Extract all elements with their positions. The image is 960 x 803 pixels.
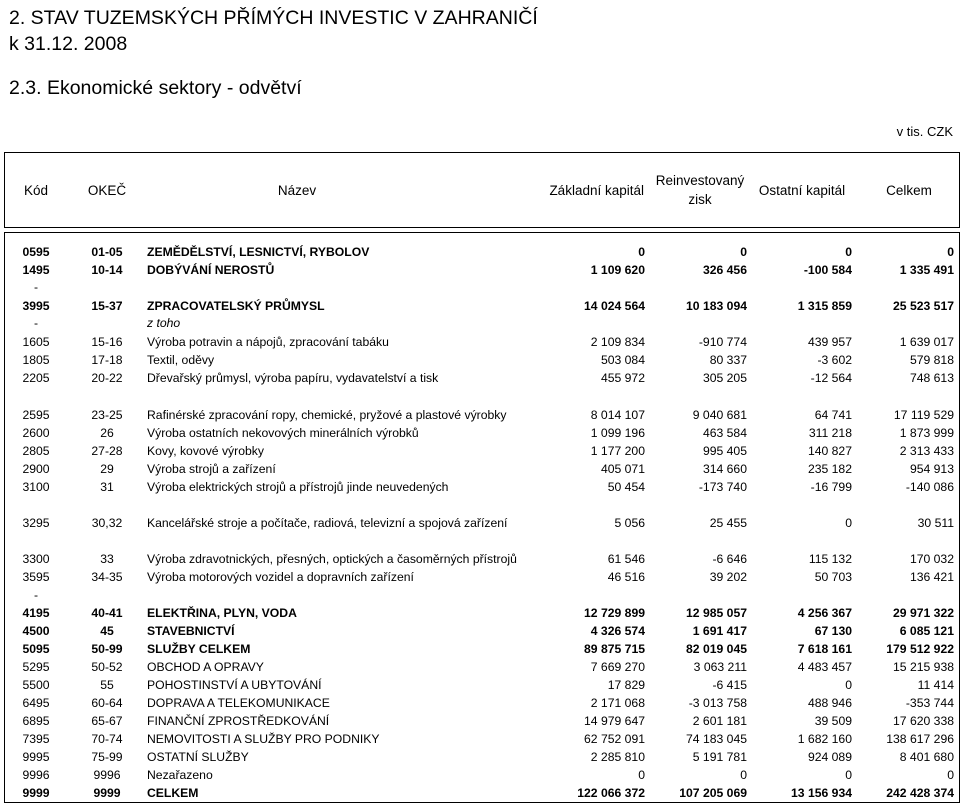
cell-reinvestovany-zisk: 305 205: [702, 371, 747, 385]
cell-kod: 1805: [22, 353, 50, 367]
cell-nazev: NEMOVITOSTI A SLUŽBY PRO PODNIKY: [147, 731, 380, 746]
cell-reinvestovany-zisk: 995 405: [702, 444, 747, 458]
cell-celkem: 15 215 938: [893, 660, 954, 674]
cell-okec: 01-05: [91, 245, 123, 259]
cell-reinvestovany-zisk: 74 183 045: [686, 732, 747, 746]
cell-reinvestovany-zisk: 463 584: [702, 426, 747, 440]
cell-zakladni-kapital: 122 066 372: [577, 786, 645, 800]
cell-kod: 6495: [22, 696, 50, 710]
cell-reinvestovany-zisk: 39 202: [709, 570, 747, 584]
cell-zakladni-kapital: 1 099 196: [590, 426, 645, 440]
cell-nazev: STAVEBNICTVÍ: [147, 623, 235, 638]
cell-nazev: ELEKTŘINA, PLYN, VODA: [147, 605, 297, 620]
cell-ostatni-kapital: 924 089: [807, 750, 852, 764]
table-row: [5, 315, 959, 332]
cell-okec: 60-64: [91, 696, 123, 710]
cell-celkem: 11 414: [917, 678, 954, 692]
cell-okec: 40-41: [91, 606, 123, 620]
table-row: [5, 658, 959, 676]
cell-ostatni-kapital: 1 315 859: [797, 299, 852, 313]
cell-zakladni-kapital: 17 829: [607, 678, 645, 692]
table-row: [5, 568, 959, 586]
cell-kod: 9996: [22, 768, 50, 782]
cell-okec: 31: [100, 480, 114, 494]
page-title-line1: 2. STAV TUZEMSKÝCH PŘÍMÝCH INVESTIC V ZAHRANIČÍ: [9, 7, 538, 29]
cell-reinvestovany-zisk: 314 660: [702, 462, 747, 476]
cell-ostatni-kapital: 0: [845, 768, 852, 782]
table-row: [5, 442, 959, 460]
cell-kod: 1605: [22, 335, 50, 349]
cell-celkem: 30 511: [917, 516, 954, 530]
cell-zakladni-kapital: 5 056: [614, 516, 645, 530]
cell-ostatni-kapital: 488 946: [807, 696, 852, 710]
cell-kod: 2600: [22, 426, 50, 440]
cell-nazev: FINANČNÍ ZPROSTŘEDKOVÁNÍ: [147, 713, 330, 728]
cell-okec: 9996: [93, 768, 121, 782]
table-row: [5, 332, 959, 351]
cell-ostatni-kapital: 13 156 934: [791, 786, 852, 800]
cell-ostatni-kapital: 7 618 161: [797, 642, 852, 656]
page-title-line2: k 31.12. 2008: [9, 33, 128, 55]
cell-zakladni-kapital: 0: [638, 245, 645, 259]
cell-zakladni-kapital: 14 979 647: [584, 714, 645, 728]
cell-reinvestovany-zisk: -910 774: [698, 335, 747, 349]
cell-nazev: Dřevařský průmysl, výroba papíru, vydavatelství a tisk: [147, 370, 439, 385]
cell-okec: 55: [100, 678, 114, 692]
cell-ostatni-kapital: -100 584: [803, 263, 852, 277]
cell-ostatni-kapital: 235 182: [807, 462, 852, 476]
table-row: [5, 604, 959, 622]
cell-kod: 5095: [22, 642, 50, 656]
cell-nazev: OSTATNÍ SLUŽBY: [147, 749, 249, 764]
cell-celkem: 25 523 517: [893, 299, 954, 313]
table-row: [5, 243, 959, 261]
cell-zakladni-kapital: 2 171 068: [590, 696, 645, 710]
cell-okec: 27-28: [91, 444, 123, 458]
cell-reinvestovany-zisk: 9 040 681: [692, 408, 747, 422]
cell-kod: 3995: [22, 299, 50, 313]
cell-okec: 70-74: [91, 732, 123, 746]
cell-nazev: Výroba motorových vozidel a dopravních zařízení: [147, 569, 414, 584]
cell-reinvestovany-zisk: 12 985 057: [686, 606, 747, 620]
cell-reinvestovany-zisk: 82 019 045: [686, 642, 747, 656]
cell-zakladni-kapital: 1 109 620: [590, 263, 645, 277]
table-row: [5, 460, 959, 478]
cell-zakladni-kapital: 8 014 107: [590, 408, 645, 422]
header-zakladni-kapital: Základní kapitál: [549, 182, 644, 198]
cell-ostatni-kapital: 64 741: [814, 408, 852, 422]
header-nazev: Název: [277, 182, 317, 198]
cell-kod: 2805: [22, 444, 50, 458]
cell-nazev: OBCHOD A OPRAVY: [147, 659, 264, 674]
table-row: [5, 351, 959, 369]
cell-kod: 4500: [22, 624, 50, 638]
cell-nazev: Kancelářské stroje a počítače, radiová, televizní a spojová zařízení: [147, 515, 508, 530]
cell-kod: 4195: [22, 606, 50, 620]
cell-zakladni-kapital: 50 454: [607, 480, 645, 494]
table-row: [5, 532, 959, 568]
cell-reinvestovany-zisk: -3 013 758: [688, 696, 747, 710]
section-subtitle: 2.3. Ekonomické sektory - odvětví: [9, 77, 302, 99]
cell-zakladni-kapital: 2 109 834: [590, 335, 645, 349]
cell-kod: 5500: [22, 678, 50, 692]
table-row: [5, 712, 959, 730]
header-okec: OKEČ: [87, 182, 127, 198]
table-row: [5, 676, 959, 694]
cell-okec: 20-22: [91, 371, 123, 385]
table-header: [4, 152, 960, 228]
cell-celkem: 579 818: [909, 353, 954, 367]
cell-ostatni-kapital: 439 957: [807, 335, 852, 349]
cell-nazev: ZEMĚDĚLSTVÍ, LESNICTVÍ, RYBOLOV: [147, 244, 370, 259]
cell-okec: 75-99: [91, 750, 123, 764]
cell-celkem: 0: [947, 245, 954, 259]
cell-celkem: 17 119 529: [893, 408, 954, 422]
cell-zakladni-kapital: 0: [638, 768, 645, 782]
cell-reinvestovany-zisk: 80 337: [709, 353, 747, 367]
cell-nazev: Nezařazeno: [147, 767, 213, 782]
cell-celkem: -140 086: [905, 480, 954, 494]
cell-ostatni-kapital: 39 509: [814, 714, 852, 728]
cell-reinvestovany-zisk: -6 415: [712, 678, 747, 692]
table-row: [5, 730, 959, 748]
cell-zakladni-kapital: 405 071: [600, 462, 645, 476]
cell-celkem: 29 971 322: [893, 606, 954, 620]
header-kod: Kód: [23, 182, 49, 198]
cell-celkem: 8 401 680: [899, 750, 954, 764]
cell-zakladni-kapital: 62 752 091: [584, 732, 645, 746]
cell-celkem: 1 639 017: [899, 335, 954, 349]
cell-nazev: Kovy, kovové výrobky: [147, 443, 264, 458]
table-row: [5, 387, 959, 424]
cell-ostatni-kapital: 67 130: [814, 624, 852, 638]
cell-celkem: 1 335 491: [899, 263, 954, 277]
cell-reinvestovany-zisk: 107 205 069: [679, 786, 747, 800]
cell-reinvestovany-zisk: 10 183 094: [686, 299, 747, 313]
cell-nazev: DOBÝVÁNÍ NEROSTŮ: [147, 262, 275, 277]
cell-nazev: Textil, oděvy: [147, 352, 215, 367]
cell-nazev: SLUŽBY CELKEM: [147, 641, 251, 656]
table-row: [5, 296, 959, 315]
cell-zakladni-kapital: 46 516: [607, 570, 645, 584]
cell-nazev: CELKEM: [147, 785, 199, 800]
cell-celkem: 242 428 374: [886, 786, 954, 800]
cell-ostatni-kapital: 115 132: [808, 552, 852, 566]
cell-okec: 33: [100, 552, 114, 566]
cell-celkem: 0: [947, 768, 954, 782]
cell-okec: 15-37: [91, 299, 123, 313]
table-row: [5, 496, 959, 532]
table-row: [5, 478, 959, 496]
cell-kod: 2205: [22, 371, 50, 385]
cell-kod: 0595: [22, 245, 50, 259]
cell-kod: 7395: [22, 732, 50, 746]
cell-ostatni-kapital: 4 256 367: [797, 606, 852, 620]
cell-okec: 50-52: [91, 660, 123, 674]
cell-reinvestovany-zisk: 25 455: [709, 516, 747, 530]
cell-zakladni-kapital: 61 546: [607, 552, 645, 566]
cell-okec: 45: [100, 624, 114, 638]
table-row: [5, 424, 959, 442]
cell-nazev: ZPRACOVATELSKÝ PRŮMYSL: [147, 298, 325, 313]
cell-zakladni-kapital: 4 326 574: [590, 624, 645, 638]
cell-reinvestovany-zisk: -173 740: [698, 480, 747, 494]
cell-reinvestovany-zisk: 2 601 181: [692, 714, 747, 728]
cell-reinvestovany-zisk: -6 646: [712, 552, 747, 566]
cell-ostatni-kapital: 0: [845, 245, 852, 259]
cell-zakladni-kapital: 2 285 810: [590, 750, 645, 764]
cell-nazev: Výroba elektrických strojů a přístrojů jinde neuvedených: [147, 479, 449, 494]
unit-label: v tis. CZK: [896, 124, 953, 139]
cell-zakladni-kapital: 12 729 899: [584, 606, 645, 620]
cell-reinvestovany-zisk: 3 063 211: [693, 660, 747, 674]
cell-okec: 26: [100, 426, 114, 440]
cell-reinvestovany-zisk: 0: [740, 768, 747, 782]
cell-okec: 23-25: [91, 408, 123, 422]
cell-kod: 3300: [22, 552, 50, 566]
cell-nazev: Rafinérské zpracování ropy, chemické, pryžové a plastové výrobky: [147, 407, 507, 422]
cell-nazev: Výroba zdravotnických, přesných, optických a časoměrných přístrojů: [147, 551, 517, 566]
cell-reinvestovany-zisk: 1 691 417: [692, 624, 747, 638]
cell-okec: 17-18: [91, 353, 123, 367]
cell-kod: 9999: [22, 786, 50, 800]
header-ostatni-kapital: Ostatní kapitál: [758, 182, 846, 198]
table-row: [5, 784, 959, 802]
cell-kod: 9995: [22, 750, 50, 764]
table-row: [5, 279, 959, 296]
cell-ostatni-kapital: 0: [845, 516, 852, 530]
cell-okec: 10-14: [91, 263, 123, 277]
cell-celkem: 2 313 433: [899, 444, 954, 458]
cell-nazev: DOPRAVA A TELEKOMUNIKACE: [147, 695, 330, 710]
table-row: [5, 622, 959, 640]
cell-kod: -: [33, 280, 39, 294]
cell-zakladni-kapital: 1 177 200: [590, 444, 645, 458]
cell-nazev: Výroba ostatních nekovových minerálních výrobků: [147, 425, 419, 440]
cell-kod: 2595: [22, 408, 50, 422]
cell-ostatni-kapital: -12 564: [810, 371, 852, 385]
cell-kod: 3595: [22, 570, 50, 584]
cell-ostatni-kapital: 4 483 457: [797, 660, 852, 674]
cell-nazev: POHOSTINSTVÍ A UBYTOVÁNÍ: [147, 677, 322, 692]
cell-zakladni-kapital: 7 669 270: [590, 660, 645, 674]
table-row: [5, 748, 959, 766]
cell-okec: 34-35: [91, 570, 123, 584]
cell-okec: 15-16: [91, 335, 123, 349]
cell-celkem: 138 617 296: [886, 732, 954, 746]
cell-zakladni-kapital: 89 875 715: [584, 642, 645, 656]
cell-celkem: 748 613: [909, 371, 954, 385]
cell-ostatni-kapital: 311 218: [808, 426, 852, 440]
cell-ostatni-kapital: 50 703: [814, 570, 852, 584]
cell-kod: 3295: [22, 516, 50, 530]
cell-celkem: 17 620 338: [893, 714, 954, 728]
cell-reinvestovany-zisk: 0: [740, 245, 747, 259]
cell-celkem: 179 512 922: [886, 642, 954, 656]
table-row: [5, 586, 959, 604]
cell-okec: 50-99: [91, 642, 123, 656]
table-row: [5, 369, 959, 387]
data-table: [4, 232, 960, 803]
cell-celkem: 170 032: [909, 552, 954, 566]
table-row: [5, 261, 959, 279]
cell-zakladni-kapital: 455 972: [600, 371, 645, 385]
cell-reinvestovany-zisk: 326 456: [702, 263, 747, 277]
header-reinvestovany-zisk: Reinvestovaný zisk: [655, 173, 745, 207]
cell-nazev: Výroba potravin a nápojů, zpracování tabáku: [147, 334, 389, 349]
table-row: [5, 640, 959, 658]
cell-zakladni-kapital: 503 084: [600, 353, 645, 367]
cell-kod: 6895: [22, 714, 50, 728]
cell-okec: 65-67: [91, 714, 123, 728]
cell-okec: 30,32: [91, 516, 123, 530]
cell-nazev: z toho: [147, 315, 181, 330]
cell-celkem: 954 913: [909, 462, 954, 476]
cell-ostatni-kapital: 140 827: [807, 444, 852, 458]
cell-ostatni-kapital: 1 682 160: [797, 732, 852, 746]
cell-celkem: 6 085 121: [899, 624, 954, 638]
cell-nazev: Výroba strojů a zařízení: [147, 461, 276, 476]
cell-celkem: 1 873 999: [899, 426, 954, 440]
cell-ostatni-kapital: 0: [845, 678, 852, 692]
cell-ostatni-kapital: -16 799: [810, 480, 852, 494]
cell-okec: 29: [100, 462, 114, 476]
cell-kod: 3100: [22, 480, 50, 494]
cell-kod: 5295: [22, 660, 50, 674]
header-celkem: Celkem: [886, 182, 932, 198]
cell-reinvestovany-zisk: 5 191 781: [692, 750, 747, 764]
cell-ostatni-kapital: -3 602: [817, 353, 852, 367]
cell-kod: 1495: [22, 263, 50, 277]
table-row: [5, 694, 959, 712]
cell-zakladni-kapital: 14 024 564: [584, 299, 645, 313]
cell-celkem: -353 744: [905, 696, 954, 710]
cell-kod: -: [33, 316, 39, 330]
table-row: [5, 766, 959, 784]
cell-okec: 9999: [93, 786, 121, 800]
cell-kod: -: [33, 588, 39, 602]
cell-kod: 2900: [22, 462, 50, 476]
cell-celkem: 136 421: [909, 570, 954, 584]
